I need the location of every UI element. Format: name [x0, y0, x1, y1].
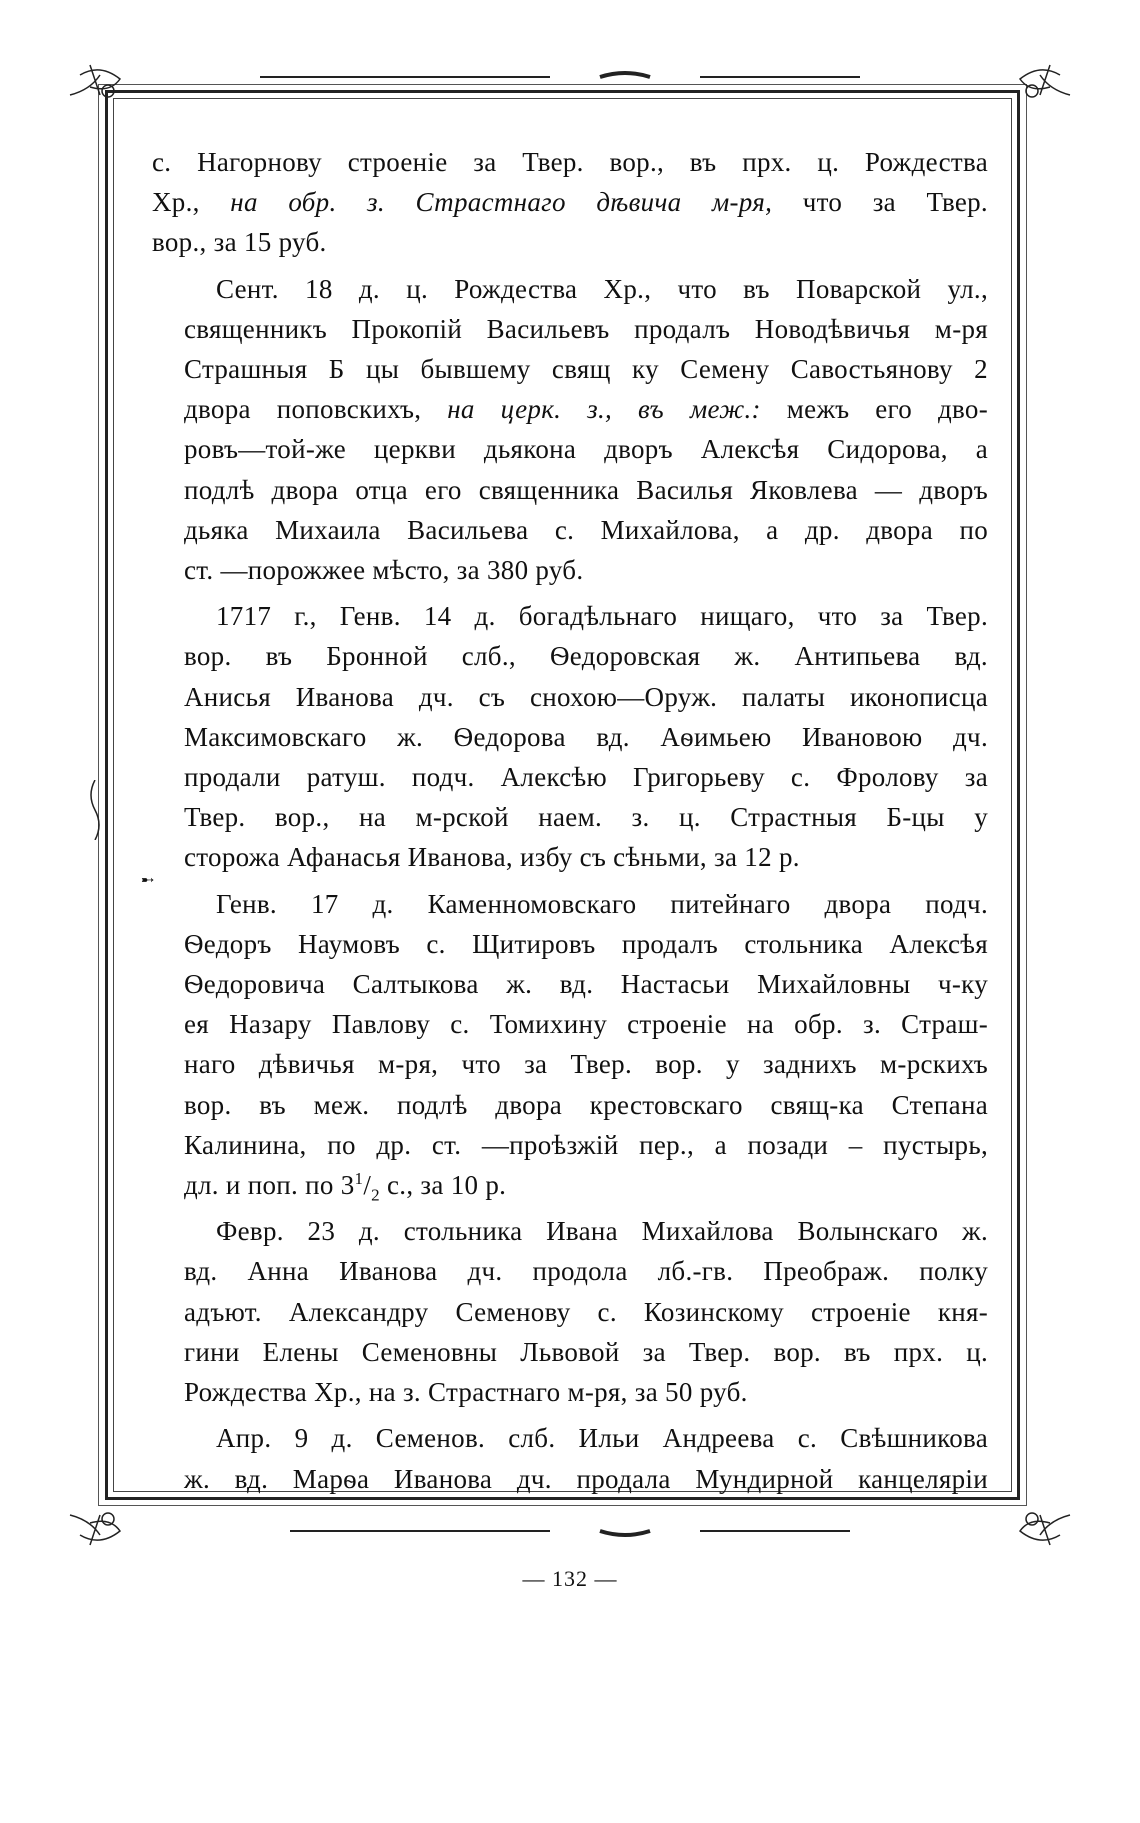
text-line: наго дѣвичья м-ря, что за Твер. вор. у заднихъ м-рскихъ	[184, 1049, 988, 1080]
text-line: вор., за 15 руб.	[152, 227, 327, 258]
text-line: Анисья Иванова дч. съ снохою—Оруж. палаты иконописца	[184, 681, 988, 712]
paragraph	[152, 142, 988, 263]
text-line: продали ратуш. подч. Алексѣю Григорьеву с. Фролову за	[184, 762, 988, 793]
top-ornament	[60, 55, 1080, 115]
text-line: ж. вд. Марѳа Иванова дч. продала Мундирной канцеляріи	[184, 1463, 988, 1494]
text-line: Рождества Хр., на з. Страстнаго м-ря, за 50 руб.	[184, 1377, 748, 1408]
text-line: адъют. Александру Семенову с. Козинскому строеніе кня-	[184, 1296, 988, 1327]
text-line: Генв. 17 д. Каменномовскаго питейнаго двора подч.	[216, 888, 988, 919]
margin-marker-icon: ➸	[141, 872, 155, 889]
page-number: — 132 —	[522, 1566, 618, 1591]
text-line: вор. въ Бронной слб., Ѳедоровская ж. Антипьева вд.	[184, 641, 988, 672]
paragraph	[152, 596, 988, 877]
text-line: Максимовскаго ж. Ѳедорова вд. Аѳимьею Ивановою дч.	[184, 721, 988, 752]
paragraph	[152, 269, 988, 591]
text-line: Сент. 18 д. ц. Рождества Хр., что въ Поварской ул.,	[216, 273, 988, 304]
paragraph	[152, 1418, 988, 1498]
text-line: двора поповскихъ, на церк. з., въ меж.: межъ его дво-	[184, 394, 988, 425]
paragraph	[152, 884, 988, 1206]
text-line: ея Назару Павлову с. Томихину строеніе на обр. з. Страш-	[184, 1009, 988, 1040]
text-line: подлѣ двора отца его священника Василья Яковлева — дворъ	[184, 474, 988, 505]
text-line: Твер. вор., на м-рской наем. з. ц. Страстныя Б-цы у	[184, 802, 988, 833]
text-line: вор. въ меж. подлѣ двора крестовскаго свящ-ка Степана	[184, 1089, 988, 1120]
text-line: Ѳедоровича Салтыкова ж. вд. Настасьи Михайловны ч-ку	[184, 969, 988, 1000]
text-line: гини Елены Семеновны Львовой за Твер. вор. въ прх. ц.	[184, 1336, 988, 1367]
text-line: Страшныя Б цы бывшему свящ ку Семену Савостьянову 2	[184, 354, 988, 385]
text-line: Калинина, по др. ст. —проѣзжій пер., а позади – пустырь,	[184, 1129, 988, 1160]
body-text	[152, 142, 988, 1505]
text-line: 1717 г., Генв. 14 д. богадѣльнаго нищаго, что за Твер.	[216, 601, 988, 632]
text-line: Ѳедоръ Наумовъ с. Щитировъ продалъ стольника Алексѣя	[184, 928, 988, 959]
text-line: дьяка Михаила Васильева с. Михайлова, а др. двора по	[184, 514, 988, 545]
text-line: вд. Анна Иванова дч. продола лб.-гв. Преображ. полку	[184, 1256, 988, 1287]
text-line: Хр., на обр. з. Страстнаго дѣвича м-ря, что за Твер.	[152, 187, 988, 218]
text-line: Апр. 9 д. Семенов. слб. Ильи Андреева с. Свѣшникова	[216, 1423, 988, 1454]
text-line: ст. —порожжее мѣсто, за 380 руб.	[184, 555, 584, 586]
text-line: ровъ—той-же церкви дьякона дворъ Алексѣя Сидорова, а	[184, 434, 988, 465]
text-line: дл. и поп. по $3^1/_2$ с., за 10 р.	[184, 1169, 507, 1205]
text-line: сторожа Афанасья Иванова, избу съ сѣньми, за 12 р.	[184, 842, 800, 873]
text-line: с. Нагорнову строеніе за Твер. вор., въ прх. ц. Рождества	[152, 147, 988, 177]
paragraph	[152, 1211, 988, 1412]
text-line: Февр. 23 д. стольника Ивана Михайлова Волынскаго ж.	[216, 1216, 988, 1247]
left-side-ornament	[85, 780, 105, 840]
text-line: священникъ Прокопій Васильевъ продалъ Новодѣвичья м-ря	[184, 313, 988, 344]
